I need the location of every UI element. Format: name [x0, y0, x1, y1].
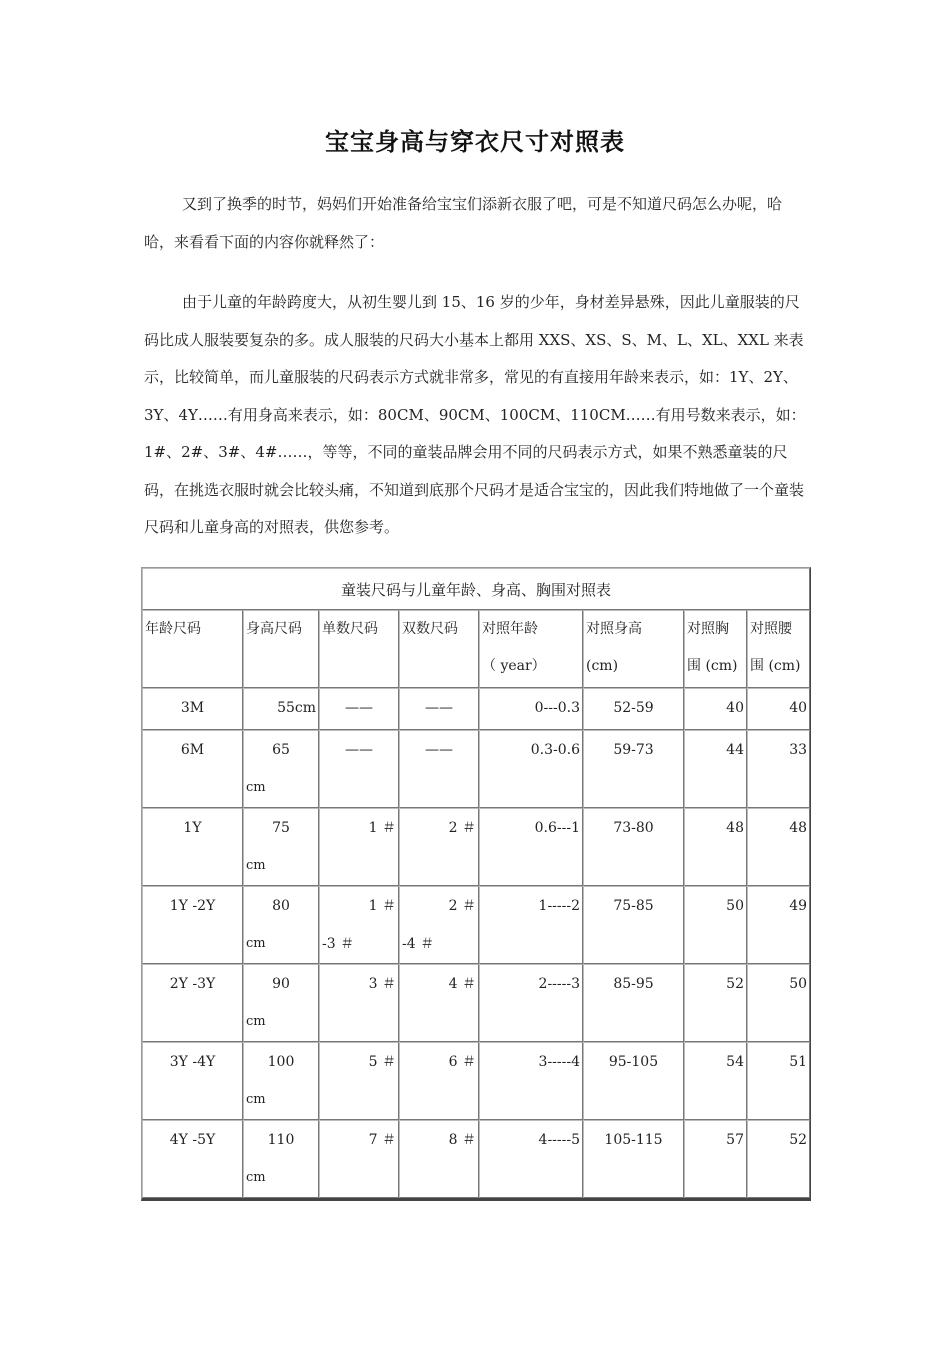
- cell-text: 50: [726, 898, 744, 914]
- table-cell: [319, 688, 399, 730]
- table-cell: [399, 688, 479, 730]
- table-cell: [684, 1042, 747, 1120]
- table-cell: [243, 730, 319, 808]
- column-header-label: 单数尺码: [322, 621, 378, 637]
- cell-text: 52-59: [613, 700, 654, 716]
- cell-text: 52: [726, 976, 744, 992]
- table-cell: [747, 730, 810, 808]
- cell-text: 65: [272, 742, 290, 758]
- column-header-label: 年龄尺码: [145, 621, 201, 637]
- cell-text: 2 ＃: [448, 898, 476, 914]
- table-cell: [747, 688, 810, 730]
- table-cell: [399, 1042, 479, 1120]
- table-cell: [142, 964, 243, 1042]
- table-cell: [243, 808, 319, 886]
- cell-text: 1Y: [183, 820, 202, 836]
- table-header-row: [142, 610, 810, 688]
- cell-text: 51: [789, 1054, 808, 1070]
- table-cell: [684, 808, 747, 886]
- page-title: 宝宝身高与穿衣尺寸对照表: [325, 127, 625, 156]
- cell-text: 0---0.3: [534, 700, 580, 716]
- table-cell: [319, 1042, 399, 1120]
- column-header-label: 对照身高: [586, 621, 642, 637]
- cell-text: 3M: [180, 700, 205, 716]
- cell-text: 49: [789, 898, 808, 914]
- table-cell: [399, 886, 479, 964]
- cell-text: 110: [267, 1132, 295, 1148]
- cell-text: ——: [345, 700, 373, 716]
- column-header: [243, 610, 319, 688]
- cell-text: ——: [425, 742, 453, 758]
- cell-text: 7 ＃: [368, 1132, 396, 1148]
- column-header: [684, 610, 747, 688]
- table-cell: [319, 964, 399, 1042]
- cell-text: 48: [789, 820, 808, 836]
- cell-text: 40: [726, 700, 744, 716]
- table-cell: [479, 808, 583, 886]
- table-cell: [747, 886, 810, 964]
- cell-text: 33: [789, 742, 808, 758]
- table-cell: [684, 886, 747, 964]
- cell-text: 1Y -2Y: [169, 898, 216, 914]
- table-cell: [142, 1120, 243, 1198]
- table-cell: [747, 808, 810, 886]
- column-header-unit: (cm): [586, 658, 619, 674]
- cell-text: 3Y -4Y: [169, 1054, 216, 1070]
- cell-text: 0.6---1: [534, 820, 580, 836]
- cell-text: cm: [246, 1014, 266, 1029]
- table-cell: [243, 1042, 319, 1120]
- cell-text: 73-80: [613, 820, 654, 836]
- table-cell: [583, 886, 684, 964]
- column-header-label: 双数尺码: [402, 621, 458, 637]
- cell-text: 1 ＃: [368, 820, 396, 836]
- table-cell: [243, 886, 319, 964]
- column-header-label: 对照腰: [750, 621, 792, 637]
- column-header-unit: 围 (cm): [687, 658, 738, 674]
- table-cell: [684, 730, 747, 808]
- column-header: [583, 610, 684, 688]
- cell-text: 50: [789, 976, 808, 992]
- cell-text: 40: [789, 700, 808, 716]
- cell-text: 90: [272, 976, 290, 992]
- column-header: [747, 610, 810, 688]
- cell-text: 4-----5: [538, 1132, 580, 1148]
- table-row: [142, 1120, 810, 1198]
- intro-paragraph: 又到了换季的时节，妈妈们开始准备给宝宝们添新衣服了吧，可是不知道尺码怎么办呢，哈哈，来看看下面的内容你就释然了：: [144, 195, 783, 251]
- cell-text: ——: [425, 700, 453, 716]
- table-row: [142, 1042, 810, 1120]
- table-cell: [319, 808, 399, 886]
- column-header: [479, 610, 583, 688]
- cell-text: 48: [726, 820, 744, 836]
- cell-text: 3-----4: [538, 1054, 580, 1070]
- table-cell: [319, 730, 399, 808]
- table-cell: [479, 730, 583, 808]
- column-header-label: 对照年龄: [482, 621, 538, 637]
- body-paragraph: 由于儿童的年龄跨度大，从初生婴儿到 15、16 岁的少年，身材差异悬殊，因此儿童服装的尺码比成人服装要复杂的多。成人服装的尺码大小基本上都用 XXS、XS、S、M、L、XL、XXL 来表示，比较简单，而儿童服装的尺码表示方式就非常多，常见的有直接用年龄来表示，如：1Y、2Y、3Y、4Y……有用身高来表示，如：80CM、90CM、100CM、110CM……有用号数来表示，如：1#、2#、3#、4#……，等等，不同的童装品牌会用不同的尺码表示方式，如果不熟悉童装的尺码，在挑选衣服时就会比较头痛，不知道到底那个尺码才是适合宝宝的，因此我们特地做了一个童装尺码和儿童身高的对照表，供您参考。: [144, 293, 806, 536]
- table-cell: [479, 1120, 583, 1198]
- cell-text: -4 ＃: [402, 936, 435, 952]
- cell-text: 95-105: [608, 1054, 659, 1070]
- table-cell: [479, 1042, 583, 1120]
- table-cell: [583, 1120, 684, 1198]
- table-cell: [142, 730, 243, 808]
- cell-text: 8 ＃: [448, 1132, 476, 1148]
- cell-text: 2 ＃: [448, 820, 476, 836]
- cell-text: 100: [267, 1054, 295, 1070]
- table-cell: [399, 730, 479, 808]
- cell-text: 75: [272, 820, 290, 836]
- cell-text: 0.3-0.6: [530, 742, 580, 758]
- cell-text: 6M: [180, 742, 205, 758]
- cell-text: ——: [345, 742, 373, 758]
- table-cell: [399, 1120, 479, 1198]
- column-header-unit: 围 (cm): [750, 658, 801, 674]
- cell-text: 54: [726, 1054, 744, 1070]
- table-cell: [479, 964, 583, 1042]
- table-cell: [142, 886, 243, 964]
- column-header: [142, 610, 243, 688]
- table-row: [142, 886, 810, 964]
- table-row: [142, 964, 810, 1042]
- table-cell: [684, 964, 747, 1042]
- table-cell: [243, 964, 319, 1042]
- cell-text: 3 ＃: [368, 976, 396, 992]
- cell-text: 1-----2: [538, 898, 580, 914]
- cell-text: cm: [246, 858, 266, 873]
- cell-text: 1 ＃: [368, 898, 396, 914]
- table-cell: [583, 730, 684, 808]
- table-cell: [479, 886, 583, 964]
- table-cell: [747, 1042, 810, 1120]
- table-caption: 童装尺码与儿童年龄、身高、胸围对照表: [142, 568, 810, 610]
- table-cell: [243, 688, 319, 730]
- table-cell: [399, 964, 479, 1042]
- cell-text: 59-73: [613, 742, 654, 758]
- column-header-label: 对照胸: [687, 621, 729, 637]
- cell-text: 4Y -5Y: [169, 1132, 216, 1148]
- column-header-label: 身高尺码: [246, 621, 302, 637]
- cell-text: 5 ＃: [368, 1054, 396, 1070]
- cell-text: 85-95: [613, 976, 654, 992]
- table-row: [142, 808, 810, 886]
- cell-text: 80: [272, 898, 290, 914]
- cell-text: cm: [246, 1170, 266, 1185]
- cell-text: 105-115: [604, 1132, 663, 1148]
- table-cell: [142, 808, 243, 886]
- cell-text: 44: [726, 742, 744, 758]
- cell-text: 55cm: [277, 700, 316, 716]
- cell-text: 6 ＃: [448, 1054, 476, 1070]
- table-cell: [583, 1042, 684, 1120]
- cell-text: 2Y -3Y: [169, 976, 216, 992]
- table-cell: [142, 688, 243, 730]
- table-cell: [479, 688, 583, 730]
- table-cell: [583, 808, 684, 886]
- table-cell: [747, 1120, 810, 1198]
- table-cell: [399, 808, 479, 886]
- column-header: [319, 610, 399, 688]
- size-chart-table: [141, 567, 811, 1201]
- table-cell: [684, 1120, 747, 1198]
- table-cell: [583, 688, 684, 730]
- column-header-unit: （ year）: [482, 658, 546, 674]
- cell-text: cm: [246, 936, 266, 951]
- cell-text: 2-----3: [538, 976, 580, 992]
- table-row: [142, 730, 810, 808]
- cell-text: 57: [726, 1132, 744, 1148]
- table-cell: [747, 964, 810, 1042]
- table-cell: [684, 688, 747, 730]
- cell-text: 4 ＃: [448, 976, 476, 992]
- cell-text: cm: [246, 1092, 266, 1107]
- column-header: [399, 610, 479, 688]
- cell-text: 75-85: [613, 898, 654, 914]
- table-cell: [142, 1042, 243, 1120]
- cell-text: cm: [246, 780, 266, 795]
- table-cell: [243, 1120, 319, 1198]
- table-cell: [583, 964, 684, 1042]
- table-row: [142, 688, 810, 730]
- table-cell: [319, 1120, 399, 1198]
- cell-text: -3 ＃: [322, 936, 355, 952]
- table-cell: [319, 886, 399, 964]
- cell-text: 52: [789, 1132, 808, 1148]
